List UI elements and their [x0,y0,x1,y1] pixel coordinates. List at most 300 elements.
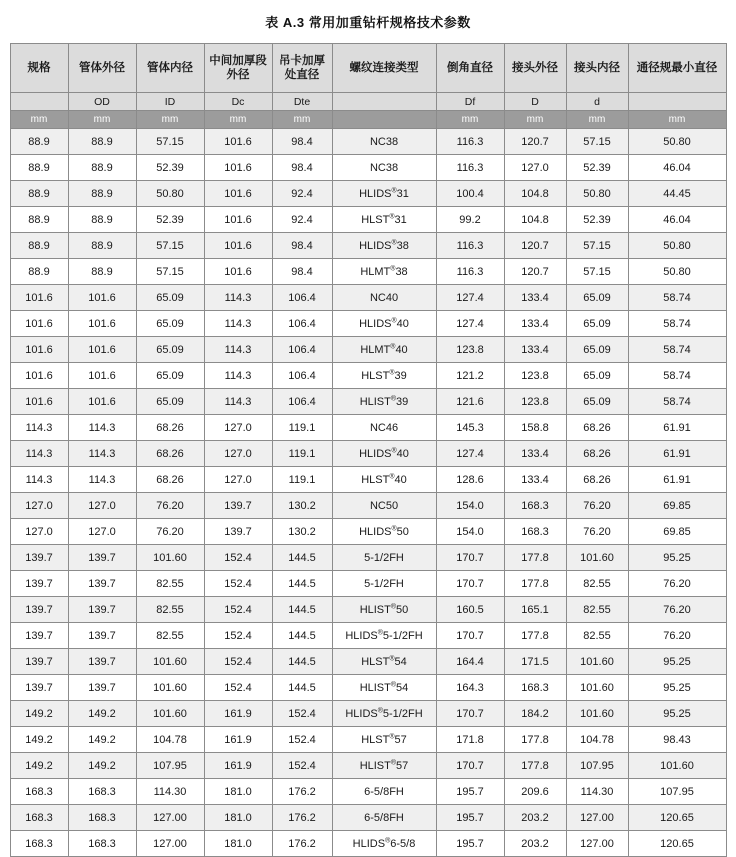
table-row [10,285,726,311]
column-symbol-2: ID [136,93,204,111]
table-cell: 170.7 [436,701,504,727]
table-cell: 127.00 [566,805,628,831]
table-cell: 114.3 [204,337,272,363]
table-cell: 149.2 [10,727,68,753]
table-cell: 176.2 [272,779,332,805]
cell-thread-type: NC46 [332,415,436,441]
table-cell: 139.7 [10,597,68,623]
table-cell: 57.15 [566,259,628,285]
table-cell: 121.6 [436,389,504,415]
cell-thread-type: 5-1/2FH [332,571,436,597]
table-cell: 82.55 [566,597,628,623]
table-cell: 88.9 [68,155,136,181]
table-cell: 106.4 [272,311,332,337]
table-cell: 149.2 [68,701,136,727]
table-row [10,129,726,155]
table-cell: 101.60 [628,753,726,779]
table-row [10,311,726,337]
table-cell: 88.9 [68,129,136,155]
table-cell: 61.91 [628,415,726,441]
table-cell: 154.0 [436,519,504,545]
table-cell: 127.4 [436,285,504,311]
cell-thread-type: HLMT®38 [332,259,436,285]
cell-thread-type: HLST®31 [332,207,436,233]
table-cell: 195.7 [436,831,504,857]
table-cell: 120.7 [504,259,566,285]
table-cell: 76.20 [566,519,628,545]
table-cell: 181.0 [204,779,272,805]
table-cell: 101.6 [204,181,272,207]
cell-thread-type: 6-5/8FH [332,779,436,805]
table-cell: 139.7 [204,493,272,519]
table-cell: 127.4 [436,311,504,337]
table-cell: 164.3 [436,675,504,701]
table-cell: 95.25 [628,701,726,727]
table-cell: 101.6 [68,389,136,415]
table-cell: 195.7 [436,805,504,831]
table-cell: 139.7 [68,675,136,701]
table-cell: 101.60 [136,649,204,675]
cell-thread-type: 5-1/2FH [332,545,436,571]
table-cell: 88.9 [10,181,68,207]
table-row [10,363,726,389]
cell-thread-type: NC40 [332,285,436,311]
column-symbol-0 [10,93,68,111]
table-cell: 161.9 [204,753,272,779]
table-cell: 107.95 [136,753,204,779]
table-row [10,831,726,857]
header-row-units [10,111,726,129]
table-cell: 101.60 [566,649,628,675]
table-cell: 50.80 [628,129,726,155]
table-row [10,597,726,623]
table-cell: 57.15 [136,259,204,285]
table-cell: 88.9 [10,233,68,259]
table-cell: 88.9 [68,207,136,233]
table-cell: 127.0 [10,493,68,519]
table-cell: 168.3 [504,519,566,545]
table-cell: 101.6 [204,129,272,155]
table-cell: 119.1 [272,415,332,441]
table-cell: 98.4 [272,155,332,181]
table-cell: 44.45 [628,181,726,207]
table-cell: 168.3 [68,805,136,831]
table-cell: 101.60 [566,545,628,571]
table-cell: 144.5 [272,597,332,623]
cell-thread-type: HLIDS®6-5/8 [332,831,436,857]
table-cell: 161.9 [204,701,272,727]
table-cell: 101.6 [204,259,272,285]
table-cell: 65.09 [136,337,204,363]
table-cell: 119.1 [272,441,332,467]
table-cell: 82.55 [566,623,628,649]
table-cell: 128.6 [436,467,504,493]
table-cell: 65.09 [136,311,204,337]
table-cell: 177.8 [504,571,566,597]
table-cell: 168.3 [10,779,68,805]
cell-thread-type: NC38 [332,155,436,181]
table-cell: 144.5 [272,675,332,701]
table-body [10,129,726,857]
table-cell: 168.3 [10,805,68,831]
table-cell: 98.4 [272,129,332,155]
table-cell: 170.7 [436,753,504,779]
cell-thread-type: HLST®39 [332,363,436,389]
table-cell: 139.7 [10,623,68,649]
table-cell: 114.3 [204,311,272,337]
column-unit-9: mm [628,111,726,129]
table-cell: 203.2 [504,805,566,831]
table-row [10,467,726,493]
table-cell: 88.9 [68,181,136,207]
column-header-0: 规格 [10,44,68,93]
table-cell: 76.20 [628,623,726,649]
table-cell: 106.4 [272,389,332,415]
table-cell: 130.2 [272,493,332,519]
cell-thread-type: HLST®57 [332,727,436,753]
table-cell: 116.3 [436,129,504,155]
column-unit-5 [332,111,436,129]
table-cell: 107.95 [566,753,628,779]
table-cell: 88.9 [10,129,68,155]
table-cell: 101.60 [136,701,204,727]
table-cell: 176.2 [272,831,332,857]
cell-thread-type: HLIDS®50 [332,519,436,545]
table-cell: 149.2 [10,701,68,727]
cell-thread-type: HLIDS®31 [332,181,436,207]
table-cell: 98.4 [272,259,332,285]
table-cell: 65.09 [566,285,628,311]
table-cell: 168.3 [10,831,68,857]
table-cell: 152.4 [204,545,272,571]
header-row-symbols [10,93,726,111]
table-cell: 145.3 [436,415,504,441]
table-cell: 171.5 [504,649,566,675]
header-row-labels [10,44,726,93]
table-cell: 176.2 [272,805,332,831]
table-cell: 152.4 [204,623,272,649]
table-cell: 139.7 [10,545,68,571]
table-cell: 114.3 [204,389,272,415]
table-row [10,181,726,207]
table-cell: 88.9 [68,233,136,259]
table-caption: 表 A.3 常用加重钻杆规格技术参数 [265,15,471,30]
table-cell: 101.6 [204,233,272,259]
table-cell: 164.4 [436,649,504,675]
table-cell: 168.3 [504,493,566,519]
table-cell: 114.3 [68,467,136,493]
table-cell: 123.8 [436,337,504,363]
table-cell: 52.39 [566,207,628,233]
table-cell: 68.26 [136,441,204,467]
table-cell: 168.3 [504,675,566,701]
table-row [10,233,726,259]
table-cell: 177.8 [504,727,566,753]
table-cell: 152.4 [204,675,272,701]
table-cell: 139.7 [10,675,68,701]
table-cell: 106.4 [272,285,332,311]
table-cell: 149.2 [68,753,136,779]
column-unit-7: mm [504,111,566,129]
table-cell: 57.15 [566,129,628,155]
table-cell: 101.60 [566,675,628,701]
table-cell: 120.7 [504,233,566,259]
table-cell: 82.55 [136,597,204,623]
column-unit-1: mm [68,111,136,129]
table-cell: 101.6 [204,207,272,233]
table-cell: 69.85 [628,493,726,519]
table-row [10,701,726,727]
table-cell: 127.00 [136,831,204,857]
table-cell: 58.74 [628,337,726,363]
table-cell: 65.09 [566,337,628,363]
table-cell: 139.7 [68,623,136,649]
column-header-4: 吊卡加厚处直径 [272,44,332,93]
table-cell: 76.20 [628,597,726,623]
table-cell: 88.9 [68,259,136,285]
table-row [10,519,726,545]
table-cell: 133.4 [504,285,566,311]
column-symbol-3: Dc [204,93,272,111]
table-cell: 68.26 [136,415,204,441]
cell-thread-type: HLIDS®38 [332,233,436,259]
table-cell: 92.4 [272,207,332,233]
table-cell: 203.2 [504,831,566,857]
table-cell: 52.39 [136,207,204,233]
table-cell: 114.3 [10,467,68,493]
column-unit-2: mm [136,111,204,129]
table-cell: 101.6 [68,285,136,311]
table-cell: 68.26 [566,415,628,441]
cell-thread-type: HLIST®50 [332,597,436,623]
table-cell: 101.60 [566,701,628,727]
table-cell: 139.7 [204,519,272,545]
table-cell: 152.4 [272,701,332,727]
table-cell: 127.4 [436,441,504,467]
cell-thread-type: HLIDS®40 [332,441,436,467]
table-row [10,155,726,181]
column-symbol-9 [628,93,726,111]
table-cell: 76.20 [136,493,204,519]
table-cell: 152.4 [272,753,332,779]
table-cell: 114.3 [10,441,68,467]
table-cell: 95.25 [628,545,726,571]
table-cell: 130.2 [272,519,332,545]
table-cell: 88.9 [10,207,68,233]
table-row [10,571,726,597]
table-cell: 160.5 [436,597,504,623]
table-cell: 177.8 [504,753,566,779]
table-cell: 65.09 [566,363,628,389]
table-cell: 154.0 [436,493,504,519]
table-cell: 116.3 [436,233,504,259]
table-cell: 114.3 [68,415,136,441]
column-header-1: 管体外径 [68,44,136,93]
cell-thread-type: HLIST®54 [332,675,436,701]
table-cell: 165.1 [504,597,566,623]
cell-thread-type: HLIDS®5-1/2FH [332,701,436,727]
table-cell: 69.85 [628,519,726,545]
cell-thread-type: HLIDS®40 [332,311,436,337]
table-cell: 144.5 [272,649,332,675]
table-cell: 46.04 [628,207,726,233]
table-cell: 95.25 [628,675,726,701]
table-cell: 76.20 [566,493,628,519]
table-cell: 123.8 [504,389,566,415]
table-cell: 184.2 [504,701,566,727]
table-cell: 58.74 [628,285,726,311]
table-cell: 120.7 [504,129,566,155]
table-row [10,675,726,701]
cell-thread-type: HLST®54 [332,649,436,675]
table-cell: 46.04 [628,155,726,181]
table-row [10,493,726,519]
table-cell: 101.6 [10,311,68,337]
table-cell: 101.6 [68,337,136,363]
table-cell: 99.2 [436,207,504,233]
column-symbol-8: d [566,93,628,111]
table-cell: 127.0 [68,519,136,545]
table-cell: 114.30 [566,779,628,805]
table-row [10,207,726,233]
table-cell: 76.20 [628,571,726,597]
table-cell: 170.7 [436,623,504,649]
table-row [10,779,726,805]
column-symbol-1: OD [68,93,136,111]
column-header-3: 中间加厚段外径 [204,44,272,93]
table-cell: 158.8 [504,415,566,441]
table-cell: 116.3 [436,259,504,285]
table-cell: 195.7 [436,779,504,805]
table-cell: 114.3 [204,363,272,389]
table-cell: 57.15 [136,129,204,155]
table-row [10,545,726,571]
table-cell: 57.15 [566,233,628,259]
table-row [10,415,726,441]
table-header [10,44,726,129]
table-cell: 92.4 [272,181,332,207]
table-row [10,649,726,675]
table-cell: 65.09 [136,285,204,311]
cell-thread-type: NC50 [332,493,436,519]
table-cell: 50.80 [136,181,204,207]
table-cell: 139.7 [10,649,68,675]
table-cell: 50.80 [628,233,726,259]
table-cell: 168.3 [68,831,136,857]
table-cell: 168.3 [68,779,136,805]
column-unit-8: mm [566,111,628,129]
table-cell: 152.4 [204,649,272,675]
table-cell: 139.7 [68,545,136,571]
column-unit-4: mm [272,111,332,129]
table-cell: 61.91 [628,467,726,493]
table-cell: 101.60 [136,545,204,571]
table-cell: 152.4 [272,727,332,753]
table-cell: 161.9 [204,727,272,753]
table-cell: 101.6 [10,363,68,389]
table-cell: 104.8 [504,207,566,233]
table-cell: 144.5 [272,571,332,597]
table-cell: 52.39 [566,155,628,181]
table-cell: 104.78 [566,727,628,753]
table-cell: 181.0 [204,831,272,857]
table-row [10,727,726,753]
table-cell: 101.6 [10,337,68,363]
column-unit-6: mm [436,111,504,129]
table-cell: 123.8 [504,363,566,389]
table-cell: 152.4 [204,597,272,623]
table-cell: 149.2 [68,727,136,753]
table-row [10,753,726,779]
table-cell: 50.80 [628,259,726,285]
cell-thread-type: HLST®40 [332,467,436,493]
table-cell: 82.55 [566,571,628,597]
column-header-7: 接头外径 [504,44,566,93]
table-cell: 127.0 [204,467,272,493]
table-cell: 127.0 [68,493,136,519]
table-cell: 88.9 [10,155,68,181]
table-cell: 120.65 [628,805,726,831]
table-cell: 65.09 [566,311,628,337]
column-header-8: 接头内径 [566,44,628,93]
table-row [10,441,726,467]
column-symbol-6: Df [436,93,504,111]
table-cell: 65.09 [136,363,204,389]
table-cell: 107.95 [628,779,726,805]
spec-table [10,43,727,857]
table-cell: 114.3 [204,285,272,311]
table-cell: 114.3 [68,441,136,467]
table-cell: 209.6 [504,779,566,805]
table-cell: 133.4 [504,337,566,363]
table-cell: 65.09 [566,389,628,415]
column-unit-0: mm [10,111,68,129]
table-cell: 104.78 [136,727,204,753]
table-cell: 82.55 [136,571,204,597]
table-cell: 127.00 [566,831,628,857]
table-cell: 104.8 [504,181,566,207]
table-cell: 114.3 [10,415,68,441]
table-cell: 68.26 [566,467,628,493]
cell-thread-type: 6-5/8FH [332,805,436,831]
table-cell: 100.4 [436,181,504,207]
table-cell: 127.0 [204,441,272,467]
table-cell: 121.2 [436,363,504,389]
table-row [10,259,726,285]
table-cell: 139.7 [68,597,136,623]
table-cell: 65.09 [136,389,204,415]
table-cell: 181.0 [204,805,272,831]
table-cell: 106.4 [272,363,332,389]
table-cell: 144.5 [272,623,332,649]
table-cell: 170.7 [436,545,504,571]
table-cell: 144.5 [272,545,332,571]
table-cell: 50.80 [566,181,628,207]
table-cell: 101.6 [68,363,136,389]
table-row [10,623,726,649]
table-cell: 88.9 [10,259,68,285]
table-cell: 95.25 [628,649,726,675]
column-header-6: 倒角直径 [436,44,504,93]
table-cell: 61.91 [628,441,726,467]
table-cell: 133.4 [504,467,566,493]
table-cell: 127.0 [504,155,566,181]
table-cell: 152.4 [204,571,272,597]
table-cell: 177.8 [504,623,566,649]
table-cell: 68.26 [136,467,204,493]
table-cell: 57.15 [136,233,204,259]
column-symbol-5 [332,93,436,111]
